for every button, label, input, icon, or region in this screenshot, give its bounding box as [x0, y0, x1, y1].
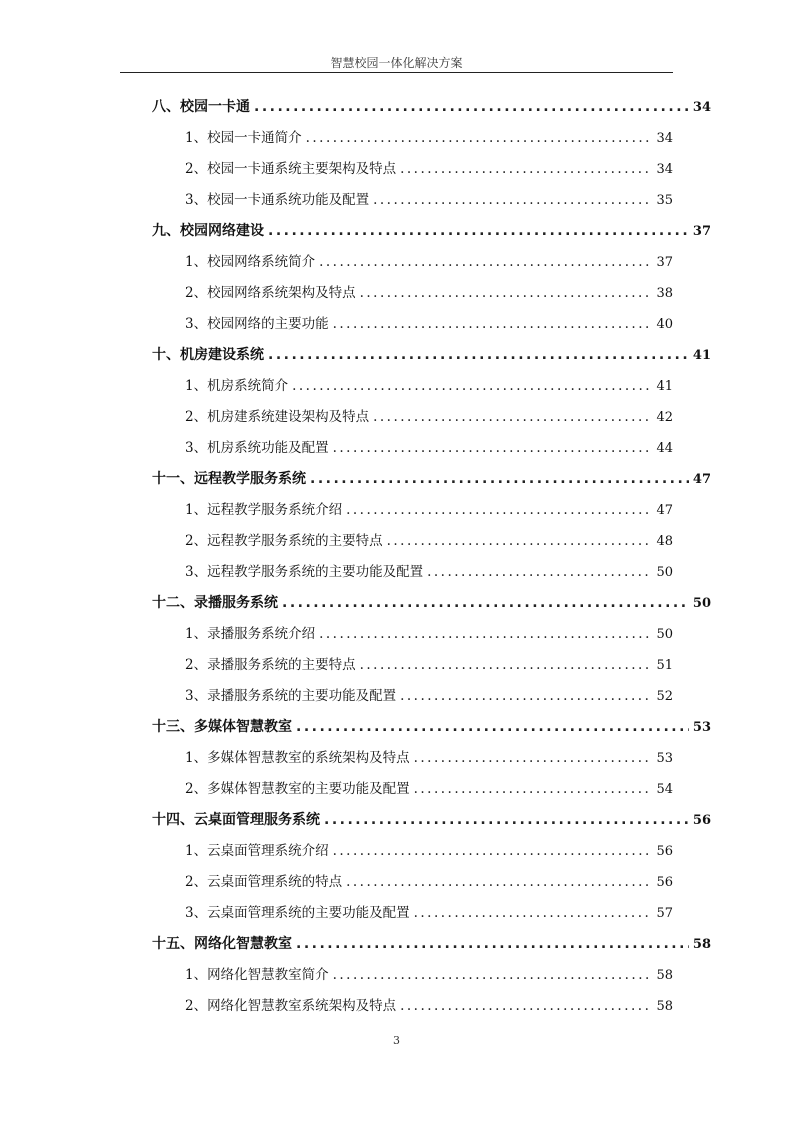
dot-leader — [360, 653, 653, 677]
toc-subsection-title: 1、云桌面管理系统介绍 — [185, 843, 329, 859]
toc-subsection-title: 2、云桌面管理系统的特点 — [185, 874, 343, 890]
toc-subsection[interactable] — [185, 746, 673, 770]
toc-subsection-title: 1、远程教学服务系统介绍 — [185, 502, 343, 518]
toc-subsection-page-number: 50 — [656, 627, 673, 642]
dot-leader — [346, 498, 652, 522]
toc-subsection[interactable] — [185, 963, 673, 987]
toc-subsection-title: 2、校园一卡通系统主要架构及特点 — [185, 161, 397, 177]
toc-section[interactable] — [152, 932, 711, 956]
toc-subsection-title: 2、网络化智慧教室系统架构及特点 — [185, 998, 397, 1014]
toc-section[interactable] — [152, 591, 711, 615]
toc-subsection[interactable] — [185, 622, 673, 646]
toc-subsection[interactable] — [185, 374, 673, 398]
toc-section[interactable] — [152, 219, 711, 243]
toc-subsection-title: 2、机房建系统建设架构及特点 — [185, 409, 370, 425]
toc-section-page-number: 58 — [692, 937, 711, 952]
toc-section-title: 九、校园网络建设 — [152, 223, 264, 239]
toc-subsection-page-number: 38 — [656, 286, 673, 301]
toc-subsection-page-number: 51 — [656, 658, 673, 673]
toc-subsection[interactable] — [185, 870, 673, 894]
dot-leader — [319, 250, 652, 274]
dot-leader — [414, 746, 653, 770]
toc-subsection-title: 2、校园网络系统架构及特点 — [185, 285, 356, 301]
toc-subsection-page-number: 35 — [656, 193, 673, 208]
toc-subsection[interactable] — [185, 839, 673, 863]
dot-leader — [346, 870, 652, 894]
dot-leader — [333, 312, 653, 336]
toc-subsection-page-number: 42 — [656, 410, 673, 425]
toc-subsection-page-number: 40 — [656, 317, 673, 332]
toc-section[interactable] — [152, 95, 711, 119]
toc-subsection-title: 1、机房系统简介 — [185, 378, 289, 394]
toc-subsection[interactable] — [185, 684, 673, 708]
toc-subsection[interactable] — [185, 250, 673, 274]
toc-subsection[interactable] — [185, 901, 673, 925]
dot-leader — [333, 436, 653, 460]
toc-subsection-page-number: 37 — [656, 255, 673, 270]
toc-subsection-title: 3、机房系统功能及配置 — [185, 440, 329, 456]
toc-subsection-title: 2、多媒体智慧教室的主要功能及配置 — [185, 781, 410, 797]
toc-subsection-title: 3、校园一卡通系统功能及配置 — [185, 192, 370, 208]
toc-subsection-title: 1、校园网络系统简介 — [185, 254, 316, 270]
toc-subsection-page-number: 58 — [656, 968, 673, 983]
toc-section-page-number: 53 — [692, 720, 711, 735]
dot-leader — [296, 932, 689, 956]
dot-leader — [310, 467, 689, 491]
toc-section-title: 十二、录播服务系统 — [152, 595, 278, 611]
toc-section-title: 十四、云桌面管理服务系统 — [152, 812, 320, 828]
dot-leader — [268, 219, 689, 243]
toc-subsection-page-number: 54 — [656, 782, 673, 797]
toc-subsection-page-number: 57 — [656, 906, 673, 921]
toc-subsection-page-number: 48 — [656, 534, 673, 549]
toc-subsection[interactable] — [185, 994, 673, 1018]
toc-subsection[interactable] — [185, 653, 673, 677]
toc-subsection[interactable] — [185, 312, 673, 336]
toc-subsection-title: 3、云桌面管理系统的主要功能及配置 — [185, 905, 410, 921]
toc-section-title: 十五、网络化智慧教室 — [152, 936, 292, 952]
page-number: 3 — [393, 1034, 400, 1047]
toc-subsection[interactable] — [185, 560, 673, 584]
dot-leader — [306, 126, 653, 150]
dot-leader — [400, 994, 652, 1018]
toc-section-title: 十一、远程教学服务系统 — [152, 471, 306, 487]
dot-leader — [373, 188, 652, 212]
toc-subsection[interactable] — [185, 405, 673, 429]
toc-section-page-number: 41 — [692, 348, 711, 363]
toc-subsection-page-number: 34 — [656, 162, 673, 177]
dot-leader — [400, 157, 652, 181]
toc-subsection[interactable] — [185, 281, 673, 305]
toc-subsection[interactable] — [185, 777, 673, 801]
toc-section-title: 十三、多媒体智慧教室 — [152, 719, 292, 735]
dot-leader — [268, 343, 689, 367]
toc-subsection-page-number: 58 — [656, 999, 673, 1014]
toc-section-title: 十、机房建设系统 — [152, 347, 264, 363]
toc-subsection-title: 1、多媒体智慧教室的系统架构及特点 — [185, 750, 410, 766]
dot-leader — [427, 560, 652, 584]
dot-leader — [292, 374, 652, 398]
dot-leader — [282, 591, 689, 615]
toc-subsection[interactable] — [185, 188, 673, 212]
toc-subsection-page-number: 34 — [656, 131, 673, 146]
toc-section-page-number: 34 — [692, 100, 711, 115]
dot-leader — [373, 405, 652, 429]
toc-subsection[interactable] — [185, 157, 673, 181]
toc-section[interactable] — [152, 808, 711, 832]
toc-section-page-number: 37 — [692, 224, 711, 239]
toc-section[interactable] — [152, 343, 711, 367]
dot-leader — [333, 963, 653, 987]
dot-leader — [324, 808, 689, 832]
toc-section-page-number: 47 — [692, 472, 711, 487]
running-header: 智慧校园一体化解决方案 — [330, 56, 463, 70]
toc-subsection-title: 3、校园网络的主要功能 — [185, 316, 329, 332]
dot-leader — [414, 901, 653, 925]
toc-subsection-page-number: 41 — [656, 379, 673, 394]
toc-subsection-title: 2、远程教学服务系统的主要特点 — [185, 533, 383, 549]
dot-leader — [319, 622, 652, 646]
toc-subsection[interactable] — [185, 436, 673, 460]
toc-subsection-title: 1、网络化智慧教室简介 — [185, 967, 329, 983]
toc-subsection-page-number: 53 — [656, 751, 673, 766]
toc-subsection-page-number: 56 — [656, 875, 673, 890]
toc-subsection[interactable] — [185, 126, 673, 150]
header-rule — [120, 72, 673, 73]
toc-section[interactable] — [152, 715, 711, 739]
toc-subsection-page-number: 44 — [656, 441, 673, 456]
dot-leader — [333, 839, 653, 863]
toc-subsection[interactable] — [185, 498, 673, 522]
toc-subsection-title: 2、录播服务系统的主要特点 — [185, 657, 356, 673]
toc-subsection-title: 3、录播服务系统的主要功能及配置 — [185, 688, 397, 704]
dot-leader — [360, 281, 653, 305]
toc-subsection-title: 1、校园一卡通简介 — [185, 130, 302, 146]
toc-section-title: 八、校园一卡通 — [152, 99, 250, 115]
toc-subsection-page-number: 52 — [656, 689, 673, 704]
toc-subsection-page-number: 50 — [656, 565, 673, 580]
dot-leader — [254, 95, 689, 119]
toc-section-page-number: 50 — [692, 596, 711, 611]
toc-subsection-page-number: 56 — [656, 844, 673, 859]
toc-subsection-page-number: 47 — [656, 503, 673, 518]
toc-subsection[interactable] — [185, 529, 673, 553]
dot-leader — [414, 777, 653, 801]
toc-subsection-title: 1、录播服务系统介绍 — [185, 626, 316, 642]
toc-subsection-title: 3、远程教学服务系统的主要功能及配置 — [185, 564, 424, 580]
toc-section-page-number: 56 — [692, 813, 711, 828]
dot-leader — [387, 529, 653, 553]
dot-leader — [296, 715, 689, 739]
toc-section[interactable] — [152, 467, 711, 491]
dot-leader — [400, 684, 652, 708]
